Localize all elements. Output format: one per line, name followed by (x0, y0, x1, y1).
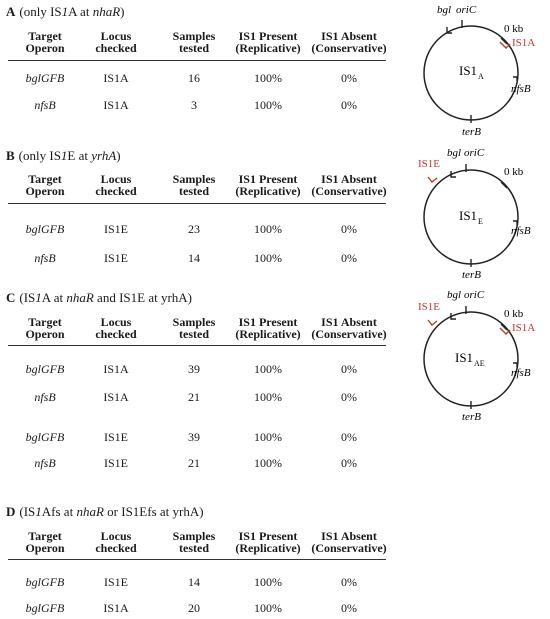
zero-kb-label: 0 kb (504, 166, 524, 178)
nfsb-label: nfsB (511, 225, 531, 237)
is1-subscript: E (478, 217, 483, 226)
table-cell-operon: bglGFB (25, 71, 65, 85)
table-cell-absent: 0% (341, 456, 357, 470)
is1-label: IS1 (459, 63, 478, 78)
header-is1-present: IS1 Present (Replicative) (235, 529, 301, 555)
table-cell-operon: nfsB (34, 98, 56, 112)
table-cell-present: 100% (254, 430, 282, 444)
table-cell-samples: 23 (188, 222, 200, 236)
header-target-operon: Target Operon (25, 315, 65, 341)
chromosome-diagram-c (400, 286, 550, 426)
table-cell-samples: 39 (188, 430, 200, 444)
terb-label: terB (462, 411, 481, 423)
chromosome-map-b (400, 144, 550, 284)
is1e-marker (428, 177, 437, 182)
terb-label: terB (462, 126, 481, 138)
is1a-label: IS1A (512, 37, 536, 49)
table-cell-absent: 0% (341, 390, 357, 404)
table-cell-absent: 0% (341, 98, 357, 112)
table-cell-locus: IS1E (104, 456, 128, 470)
is1e-label: IS1E (418, 158, 440, 170)
table-cell-absent: 0% (341, 601, 357, 615)
oric-label: oriC (464, 147, 485, 159)
table-cell-operon: bglGFB (25, 575, 65, 589)
zero-kb-label: 0 kb (504, 308, 524, 320)
nfsb-label: nfsB (511, 83, 531, 95)
table-cell-locus: IS1A (103, 71, 129, 85)
is1a-label: IS1A (512, 322, 536, 334)
table-cell-present: 100% (254, 222, 282, 236)
header-is1-present: IS1 Present (Replicative) (235, 172, 301, 198)
table-cell-samples: 39 (188, 362, 200, 376)
table-cell-locus: IS1A (103, 98, 129, 112)
table-cell-operon: bglGFB (25, 601, 65, 615)
header-samples-tested: Samples tested (172, 29, 216, 55)
table-cell-operon: nfsB (34, 251, 56, 265)
header-is1-present: IS1 Present (Replicative) (235, 29, 301, 55)
table-cell-present: 100% (254, 98, 282, 112)
panel-d-title: D (IS1Afs at nhaR or IS1Efs at yrhA) (6, 504, 204, 519)
panel-b-title: B (only IS1E at yrhA) (6, 148, 121, 163)
header-is1-absent: IS1 Absent (Conservative) (311, 315, 387, 341)
header-target-operon: Target Operon (25, 529, 65, 555)
header-locus-checked: Locus checked (95, 29, 137, 55)
header-samples-tested: Samples tested (172, 315, 216, 341)
oric-label: oriC (464, 289, 485, 301)
table-cell-present: 100% (254, 456, 282, 470)
header-is1-absent: IS1 Absent (Conservative) (311, 172, 387, 198)
table-cell-operon: bglGFB (25, 430, 65, 444)
bgl-label: bgl (447, 147, 462, 159)
table-cell-present: 100% (254, 601, 282, 615)
table-cell-locus: IS1A (103, 362, 129, 376)
table-cell-locus: IS1A (103, 601, 129, 615)
chromosome-diagram-b (400, 144, 550, 284)
is1-subscript: AE (474, 359, 485, 368)
table-cell-operon: bglGFB (25, 222, 65, 236)
oric-label: oriC (456, 4, 477, 16)
zero-kb-label: 0 kb (504, 23, 524, 35)
bgl-label: bgl (437, 4, 452, 16)
header-locus-checked: Locus checked (95, 315, 137, 341)
header-rule (8, 60, 386, 61)
header-rule (8, 203, 386, 204)
table-cell-operon: nfsB (34, 390, 56, 404)
panel-c-title: C (IS1A at nhaR and IS1E at yrhA) (6, 290, 192, 305)
table-cell-absent: 0% (341, 362, 357, 376)
table-cell-present: 100% (254, 575, 282, 589)
header-is1-present: IS1 Present (Replicative) (235, 315, 301, 341)
header-target-operon: Target Operon (25, 29, 65, 55)
chromosome-diagram-a (400, 0, 550, 140)
header-samples-tested: Samples tested (172, 172, 216, 198)
header-is1-absent: IS1 Absent (Conservative) (311, 529, 387, 555)
table-cell-locus: IS1E (104, 430, 128, 444)
header-rule (8, 345, 386, 346)
header-target-operon: Target Operon (25, 172, 65, 198)
table-cell-present: 100% (254, 390, 282, 404)
terb-label: terB (462, 269, 481, 281)
nfsb-marker (513, 77, 517, 81)
table-cell-absent: 0% (341, 430, 357, 444)
table-cell-samples: 14 (188, 575, 200, 589)
is1-subscript: A (478, 72, 484, 81)
table-cell-samples: 14 (188, 251, 200, 265)
table-cell-locus: IS1A (103, 390, 129, 404)
table-cell-absent: 0% (341, 575, 357, 589)
header-samples-tested: Samples tested (172, 529, 216, 555)
table-cell-samples: 20 (188, 601, 200, 615)
nfsb-label: nfsB (511, 367, 531, 379)
table-cell-locus: IS1E (104, 251, 128, 265)
table-cell-present: 100% (254, 251, 282, 265)
table-cell-present: 100% (254, 71, 282, 85)
bgl-label: bgl (447, 289, 462, 301)
is1e-label: IS1E (418, 301, 440, 313)
chromosome-map-a (400, 0, 550, 140)
table-cell-operon: bglGFB (25, 362, 65, 376)
is1-label: IS1 (455, 350, 474, 365)
is1e-marker (428, 320, 437, 325)
is1-label: IS1 (459, 208, 478, 223)
panel-a-title: A (only IS1A at nhaR) (6, 4, 125, 19)
table-cell-absent: 0% (341, 251, 357, 265)
table-cell-present: 100% (254, 362, 282, 376)
table-cell-operon: nfsB (34, 456, 56, 470)
table-cell-samples: 16 (188, 71, 200, 85)
header-is1-absent: IS1 Absent (Conservative) (311, 29, 387, 55)
header-rule (8, 559, 386, 560)
table-cell-locus: IS1E (104, 575, 128, 589)
table-cell-samples: 21 (188, 456, 200, 470)
table-cell-absent: 0% (341, 71, 357, 85)
chromosome-map-c (400, 286, 550, 426)
table-cell-locus: IS1E (104, 222, 128, 236)
table-cell-samples: 3 (191, 98, 197, 112)
table-cell-samples: 21 (188, 390, 200, 404)
header-locus-checked: Locus checked (95, 529, 137, 555)
table-cell-absent: 0% (341, 222, 357, 236)
header-locus-checked: Locus checked (95, 172, 137, 198)
